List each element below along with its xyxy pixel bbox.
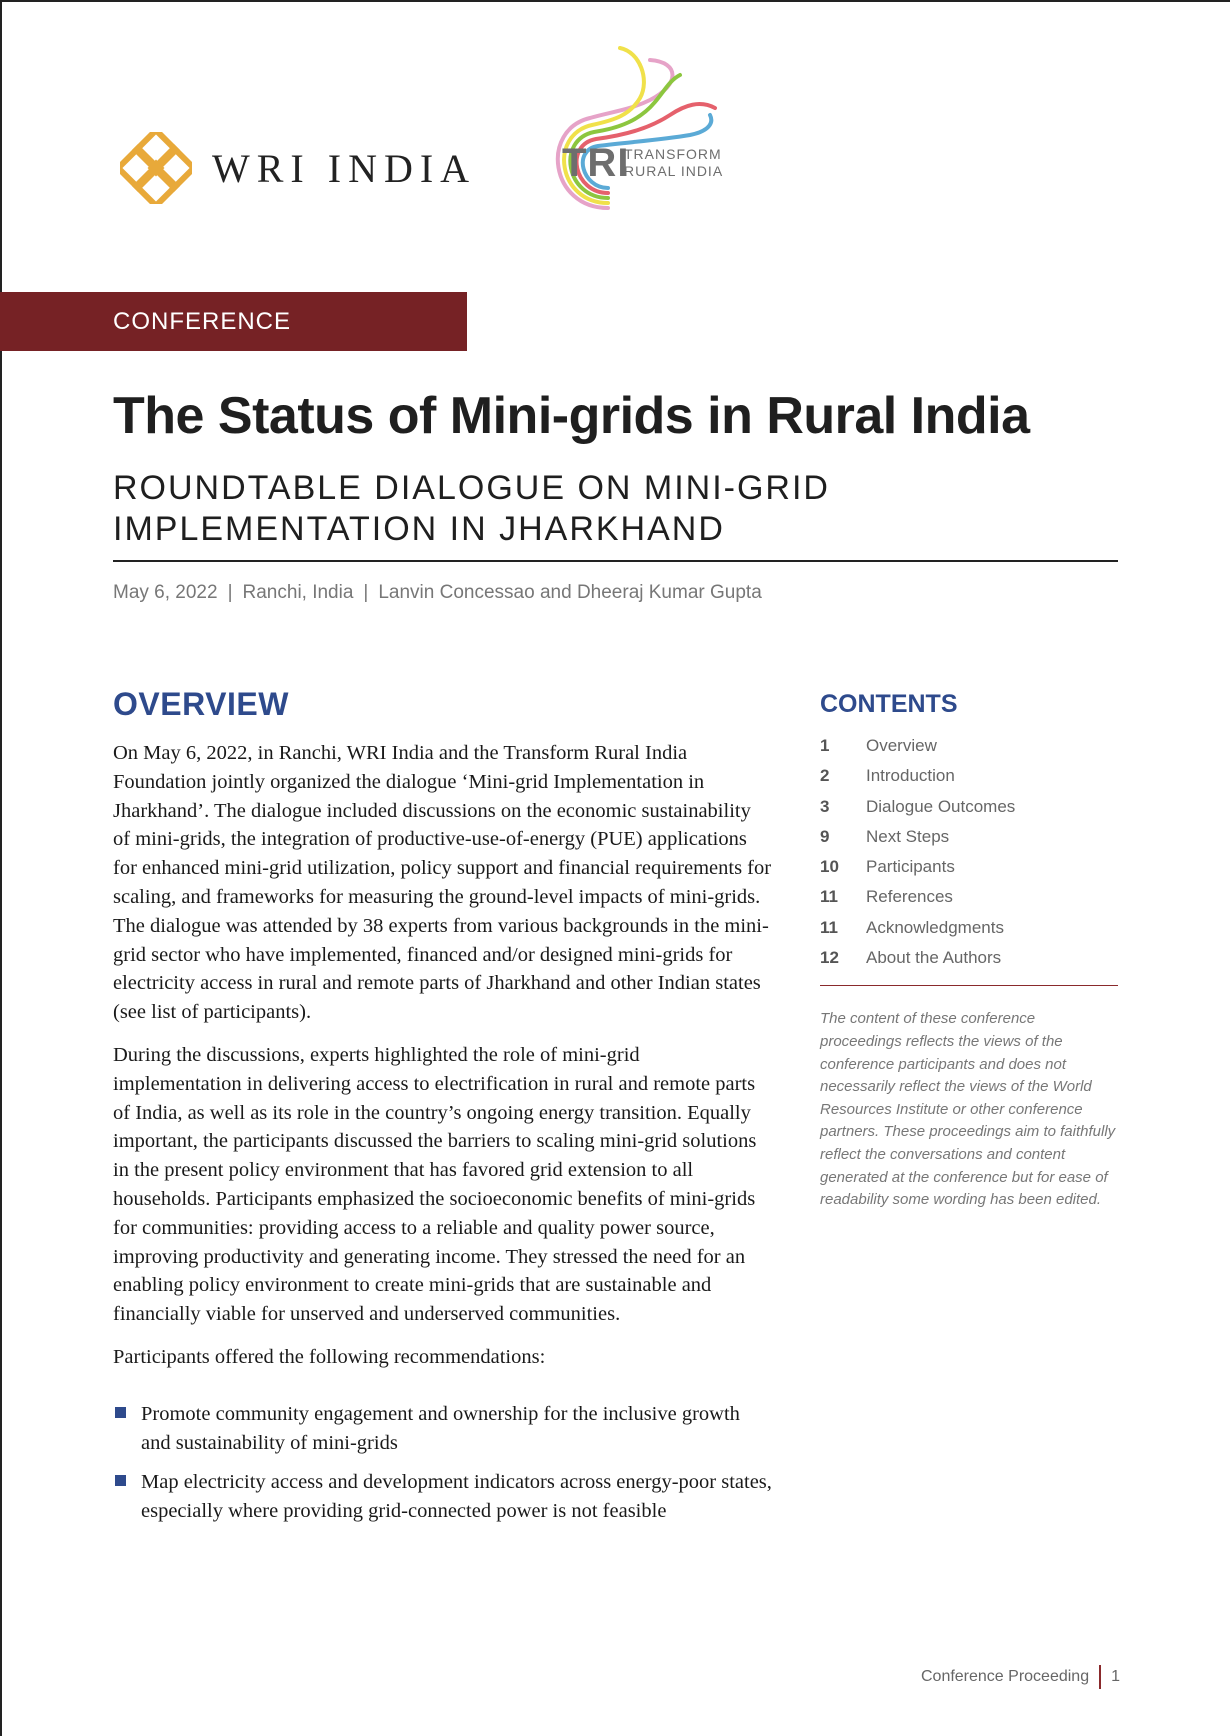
bullet-square-icon xyxy=(115,1475,126,1486)
footer-divider xyxy=(1099,1665,1101,1689)
overview-paragraph: Participants offered the following recommendations: xyxy=(113,1345,546,1368)
overview-heading: OVERVIEW xyxy=(113,686,289,722)
toc-page: 11 xyxy=(820,917,838,937)
toc-item[interactable] xyxy=(820,913,1118,943)
meta-date: May 6, 2022 xyxy=(113,582,218,603)
meta-authors: Lanvin Concessao and Dheeraj Kumar Gupta xyxy=(378,582,762,603)
overview-section xyxy=(113,686,773,1537)
toc-item[interactable] xyxy=(820,731,1118,761)
document-subtitle: ROUNDTABLE DIALOGUE ON MINI-GRID IMPLEMENTATION IN JHARKHAND xyxy=(113,469,830,548)
toc-page: 12 xyxy=(820,948,839,968)
toc-page: 3 xyxy=(820,796,830,816)
page-footer xyxy=(921,1665,1120,1689)
overview-paragraph: On May 6, 2022, in Ranchi, WRI India and the Transform Rural India Foundation jointly organized the dialogue ‘Mini-grid Implementation in Jharkhand’. The dialogue included discussions on the economic sustainability of mini-grids, the integration of productive-use-of-energy (PUE) applications for enhanced mini-grid utilization, policy support and financial requirements for scaling, and frameworks for measuring the ground-level impacts of mini-grids. The dialogue was attended by 38 experts from various backgrounds in the mini-grid sector who have implemented, financed and/or designed mini-grids for electricity access in rural and remote parts of Jharkhand and other Indian states (see list of participants). xyxy=(113,742,772,1024)
contents-divider xyxy=(820,985,1118,986)
tri-abbreviation: TRI xyxy=(562,141,630,185)
recommendation-list xyxy=(113,1400,773,1526)
toc-label: Participants xyxy=(866,857,955,877)
toc-page: 10 xyxy=(820,857,839,877)
toc-item[interactable] xyxy=(820,822,1118,852)
toc-label: Dialogue Outcomes xyxy=(866,796,1016,816)
overview-paragraph: During the discussions, experts highlighted the role of mini-grid implementation in delivering access to electrification in rural and remote parts of India, as well as its role in the country’s ongoing energy transition. Equally important, the participants discussed the barriers to scaling mini-grid solutions in the present policy environment that has favored grid extension to all households. Participants emphasized the socioeconomic benefits of mini-grids for communities: providing access to a reliable and quality power source, improving productivity and generating income. They stressed the need for an enabling policy environment to create mini-grids that are sustainable and financially viable for unserved and underserved communities. xyxy=(113,1043,757,1326)
footer-label: Conference Proceeding xyxy=(920,1668,1090,1685)
tri-fullname xyxy=(624,146,744,180)
tri-line-2: RURAL INDIA xyxy=(624,163,724,179)
contents-heading: CONTENTS xyxy=(820,690,958,718)
toc-page: 9 xyxy=(820,826,830,846)
toc-page: 1 xyxy=(820,736,830,755)
toc-label: Introduction xyxy=(866,766,955,786)
wri-knot-icon xyxy=(120,132,192,204)
conference-proceedings-banner: CONFERENCE PROCEEDINGS xyxy=(0,292,467,351)
document-title: The Status of Mini-grids in Rural India xyxy=(113,387,1030,445)
wri-india-logo xyxy=(120,132,476,204)
toc-page: 2 xyxy=(820,766,830,786)
list-item: Promote community engagement and ownership for the inclusive growth and sustainability of mini-grids xyxy=(113,1400,773,1458)
list-item: Map electricity access and development indicators across energy-poor states, especially where providing grid-connected power is not feasible xyxy=(113,1468,773,1526)
document-meta xyxy=(113,582,762,604)
toc-item[interactable] xyxy=(820,792,1118,822)
toc-label: Overview xyxy=(866,736,937,755)
toc-label: References xyxy=(866,887,953,907)
tri-line-1: TRANSFORM xyxy=(624,146,722,162)
contents-sidebar xyxy=(820,690,1118,1212)
bullet-square-icon xyxy=(115,1407,126,1418)
disclaimer-text: The content of these conference proceedings reflects the views of the conference participants and does not necessarily reflect the views of the World Resources Institute or other conference partners. These proceedings aim to faithfully reflect the conversations and content generated at the conference but for ease of readability some wording has been edited. xyxy=(820,1010,1116,1209)
toc-page: 11 xyxy=(820,887,838,907)
toc-item[interactable] xyxy=(820,761,1118,791)
tri-logo xyxy=(530,40,730,220)
tri-swirl-icon xyxy=(530,40,730,220)
toc-label: Next Steps xyxy=(866,826,950,846)
toc-item[interactable] xyxy=(820,882,1118,912)
meta-separator: | xyxy=(363,582,369,603)
meta-location: Ranchi, India xyxy=(242,582,354,603)
wri-india-wordmark: WRI INDIA xyxy=(212,145,477,191)
toc-label: Acknowledgments xyxy=(866,917,1004,937)
toc-item[interactable] xyxy=(820,943,1118,973)
meta-separator: | xyxy=(227,582,233,603)
toc-item[interactable] xyxy=(820,852,1118,882)
page-number: 1 xyxy=(1111,1668,1120,1685)
title-divider xyxy=(113,560,1118,562)
toc-label: About the Authors xyxy=(866,948,1002,968)
